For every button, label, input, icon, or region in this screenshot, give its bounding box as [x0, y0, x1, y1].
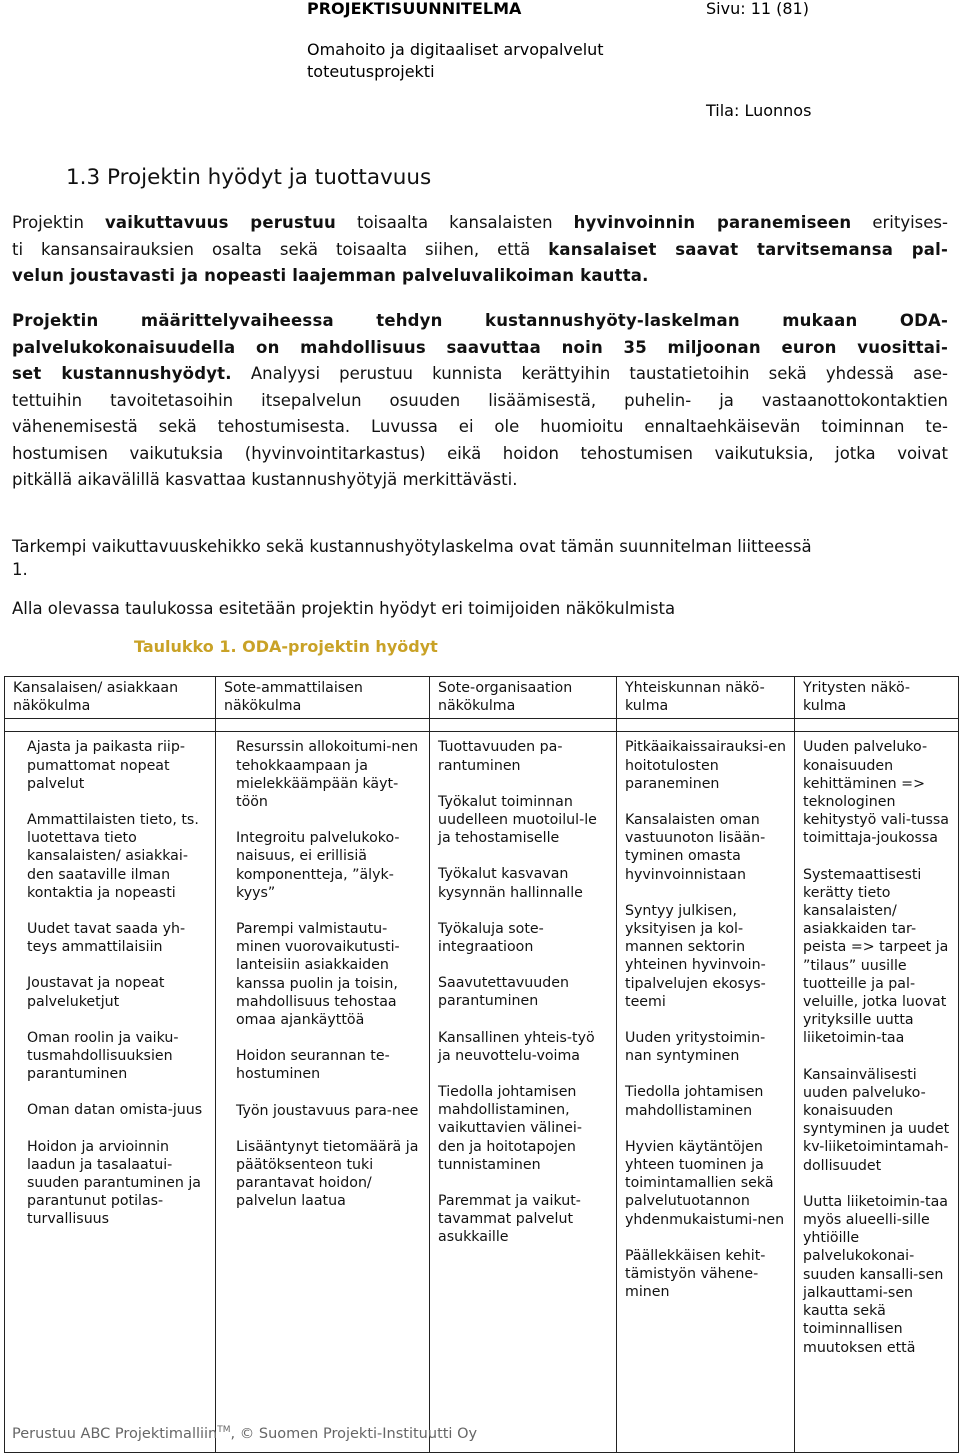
benefit-item: Tuottavuuden pa-rantuminen — [438, 739, 563, 774]
table-spacer-row — [5, 719, 959, 732]
paragraph-line: vähenemisestä sekä tehostumisesta. Luvussa ei ole huomioitu ennaltaehkäisevän toiminnan te- — [12, 417, 948, 436]
benefit-item: Integroitu palvelukoko-naisuus, ei erillisiä komponentteja, ”älyk-kyys” — [236, 830, 400, 901]
cell-organisation — [430, 732, 617, 1453]
benefit-item: Työn joustavuus para-nee — [236, 1102, 419, 1119]
benefit-item: Tiedolla johtamisen mahdollistaminen, vaikuttavien välinei-den ja hoitotapojen tunnistaminen — [438, 1084, 582, 1173]
benefit-item: Työkalut toiminnan uudelleen muotoilul-le ja tehostamiselle — [438, 793, 597, 847]
spacer-cell — [795, 719, 959, 732]
benefit-item: Uuden yritystoimin-nan syntyminen — [625, 1030, 766, 1065]
paragraph-line: Projektin määrittelyvaiheessa tehdyn kustannushyöty-laskelman mukaan ODA- — [12, 311, 948, 330]
benefit-item: Parempi valmistautu-minen vuorovaikutusti-lanteisiin asiakkaiden kanssa puolin ja toisin, mahdollisuus tehostaa omaa ajankäyttöä — [236, 921, 400, 1029]
benefit-item: Hoidon ja arvioinnin laadun ja tasalaatui-suuden parantuminen ja parantunut potilas-turvallisuus — [27, 1138, 202, 1228]
paragraph-impact — [12, 210, 948, 290]
paragraph-line: Tarkempi vaikuttavuuskehikko sekä kustannushyötylaskelma ovat tämän suunnitelman liitteessä — [12, 537, 812, 556]
benefit-item: Kansainvälisesti uuden palveluko-konaisuuden syntyminen ja uudet kv-liiketoimintamah-dollisuudet — [803, 1066, 950, 1174]
column-header-professional: Sote-ammattilaisen näkökulma — [216, 677, 430, 719]
paragraph-line: palvelukokonaisuudella on mahdollisuus saavuttaa noin 35 miljoonan euron vuosittai- — [12, 337, 948, 357]
benefit-item: Tiedolla johtamisen mahdollistaminen — [625, 1084, 764, 1119]
document-title: PROJEKTISUUNNITELMA — [307, 0, 522, 18]
page-number: Sivu: 11 (81) — [706, 0, 809, 18]
spacer-cell — [430, 719, 617, 732]
paragraph-line: tettuihin tavoitetasoihin itsepalvelun osuuden lisäämisestä, puhelin- ja vastaanottokontaktien — [12, 390, 948, 410]
paragraph-line: Projektin vaikuttavuus perustuu toisaalta kansalaisten hyvinvoinnin paranemiseen erityises- — [12, 213, 948, 232]
benefit-item: Ammattilaisten tieto, ts. luotettava tieto kansalaisten/ asiakkai-den saataville ilman kontaktia ja nopeasti — [27, 812, 199, 901]
benefit-item: Paremmat ja vaikut-tavammat palvelut asukkaille — [438, 1193, 581, 1246]
cell-society — [617, 732, 795, 1453]
benefit-item: Joustavat ja nopeat palveluketjut — [27, 975, 165, 1010]
benefit-item: Systemaattisesti kerätty tieto kansalaisten/ asiakkaiden tar-peista => tarpeet ja ”tilaus” uusille tuotteille ja pal-veluille, jotka luovat yrityksille uutta liiketoimin-taa — [803, 866, 949, 1047]
benefit-item: Saavutettavuuden parantuminen — [438, 975, 569, 1010]
footer-credit: Perustuu ABC Projektimalliin™, © Suomen Projekti-Instituutti Oy — [12, 1425, 478, 1442]
paragraph-appendix — [12, 535, 812, 581]
benefit-item: Resurssin allokoitumi-nen tehokkaampaan ja mielekkäämpään käyt-töön — [236, 739, 419, 811]
benefit-item: Kansallinen yhteis-työ ja neuvottelu-voima — [438, 1029, 595, 1064]
paragraph-line: pitkällä aikavälillä kasvattaa kustannushyötyjä merkittävästi. — [12, 470, 518, 489]
benefit-item: Hoidon seurannan te-hostuminen — [236, 1048, 390, 1083]
spacer-cell — [216, 719, 430, 732]
spacer-cell — [617, 719, 795, 732]
project-name: Omahoito ja digitaaliset arvopalvelut toteutusprojekti — [307, 40, 604, 81]
table-header-row — [5, 677, 959, 719]
benefit-item: Päällekkäisen kehit-tämistyön vähene-minen — [625, 1247, 766, 1301]
paragraph-line: ti kansansairauksien osalta sekä toisaalta siihen, että kansalaiset saavat tarvitsemansa pal- — [12, 239, 948, 259]
spacer-cell — [5, 719, 216, 732]
table-body-row — [5, 732, 959, 1453]
benefit-item: Syntyy julkisen, yksityisen ja kol-mannen sektorin yhteinen hyvinvoin-tipalvelujen ekosys-teemi — [625, 902, 766, 1010]
paragraph-line: 1. — [12, 560, 28, 579]
benefit-item: Uuden palveluko-konaisuuden kehittäminen => teknologinen kehitystyö vali-tussa toimittaja-joukossa — [803, 739, 949, 847]
paragraph-cost-benefit — [12, 308, 948, 494]
benefit-item: Lisääntynyt tietomäärä ja päätöksenteon tuki parantavat hoidon/ palvelun laatua — [236, 1138, 419, 1210]
benefit-item: Oman roolin ja vaiku-tusmahdollisuuksien parantuminen — [27, 1029, 179, 1083]
paragraph-table-intro: Alla olevassa taulukossa esitetään projektin hyödyt eri toimijoiden näkökulmista — [12, 599, 676, 618]
benefit-item: Uudet tavat saada yh-teys ammattilaisiin — [27, 921, 186, 956]
benefit-item: Pitkäaikaissairauksi-en hoitotulosten paraneminen — [625, 739, 786, 792]
paragraph-line: hostumisen vaikutuksia (hyvinvointitarkastus) eikä hoidon tehostumisen vaikutuksia, jotka voivat — [12, 443, 948, 463]
column-header-society: Yhteiskunnan näkö-kulma — [617, 677, 795, 719]
paragraph-line: velun joustavasti ja nopeasti laajemman palveluvalikoiman kautta. — [12, 266, 649, 285]
benefit-item: Työkaluja sote-integraatioon — [438, 920, 544, 956]
table-caption: Taulukko 1. ODA-projektin hyödyt — [134, 637, 438, 656]
cell-citizen — [5, 732, 216, 1453]
benefit-item: Oman datan omista-juus — [27, 1102, 203, 1119]
section-heading: 1.3 Projektin hyödyt ja tuottavuus — [66, 165, 432, 190]
benefit-item: Työkalut kasvavan kysynnän hallinnalle — [438, 866, 583, 901]
paragraph-line: set kustannushyödyt. Analyysi perustuu kunnista kerättyihin taustatietoihin sekä yhdessä ase- — [12, 364, 948, 383]
benefits-table — [4, 676, 959, 1453]
benefit-item: Ajasta ja paikasta riip-pumattomat nopeat palvelut — [27, 739, 185, 792]
benefit-item: Uutta liiketoimin-taa myös alueelli-sille yhtiöille palvelukokonai-suuden kansalli-sen jalkauttami-sen kautta sekä toiminnallisen muutoksen että — [803, 1193, 948, 1356]
column-header-companies: Yritysten näkö-kulma — [795, 677, 959, 719]
document-status: Tila: Luonnos — [706, 101, 812, 120]
column-header-citizen: Kansalaisen/ asiakkaan näkökulma — [5, 677, 216, 719]
benefit-item: Hyvien käytäntöjen yhteen tuominen ja toimintamallien sekä palvelutuotannon yhdenmukaistumi-nen — [625, 1138, 785, 1228]
cell-professional — [216, 732, 430, 1453]
column-header-organisation: Sote-organisaation näkökulma — [430, 677, 617, 719]
cell-companies — [795, 732, 959, 1453]
benefit-item: Kansalaisten oman vastuunoton lisään-tyminen omasta hyvinvoinnistaan — [625, 812, 766, 883]
